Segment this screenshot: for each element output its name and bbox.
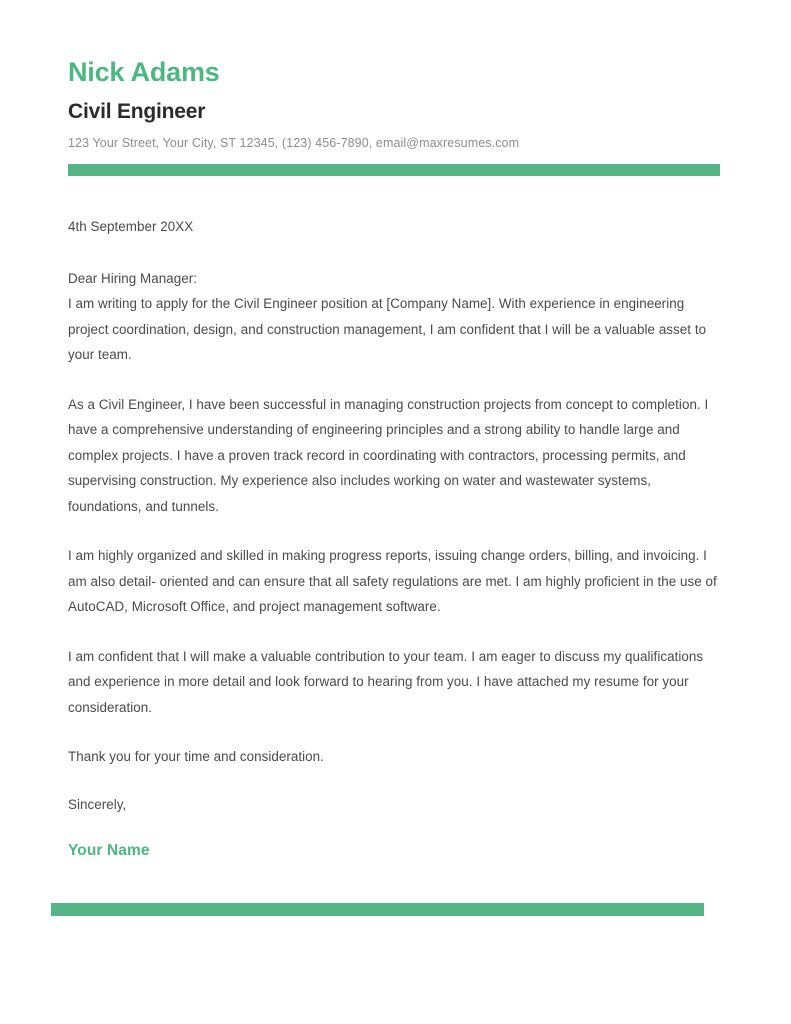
letter-sign-off: Sincerely, <box>68 796 127 812</box>
letter-body <box>68 214 720 864</box>
letter-paragraph-1: I am writing to apply for the Civil Engineer position at [Company Name]. With experience in engineering project coordination, design, and construction management, I am confident that I will be a valuable asset to your team. <box>68 296 707 362</box>
letter-date: 4th September 20XX <box>68 219 194 234</box>
applicant-name: Nick Adams <box>68 57 220 87</box>
header-divider-bar <box>68 164 720 176</box>
letter-thanks: Thank you for your time and consideration. <box>68 749 324 764</box>
job-title: Civil Engineer <box>68 99 206 123</box>
letter-paragraph-2: As a Civil Engineer, I have been successful in managing construction projects from concept to completion. I have a comprehensive understanding of engineering principles and a strong ability to handle large and complex projects. I have a proven track record in coordinating with contractors, processing permits, and supervising construction. My experience also includes working on water and wastewater systems, foundations, and tunnels. <box>68 396 709 514</box>
footer-divider-bar <box>51 903 704 916</box>
letter-paragraph-3: I am highly organized and skilled in making progress reports, issuing change orders, billing, and invoicing. I am also detail- oriented and can ensure that all safety regulations are met. I am highly proficient in the use of AutoCAD, Microsoft Office, and project management software. <box>68 548 717 614</box>
signature-name: Your Name <box>68 842 150 859</box>
letter-salutation: Dear Hiring Manager: <box>68 270 198 286</box>
letterhead <box>68 58 723 151</box>
contact-info-line: 123 Your Street, Your City, ST 12345, (123) 456-7890, email@maxresumes.com <box>68 135 520 150</box>
letter-paragraph-4: I am confident that I will make a valuable contribution to your team. I am eager to discuss my qualifications and experience in more detail and look forward to hearing from you. I have attached my resume for your consideration. <box>68 648 704 715</box>
